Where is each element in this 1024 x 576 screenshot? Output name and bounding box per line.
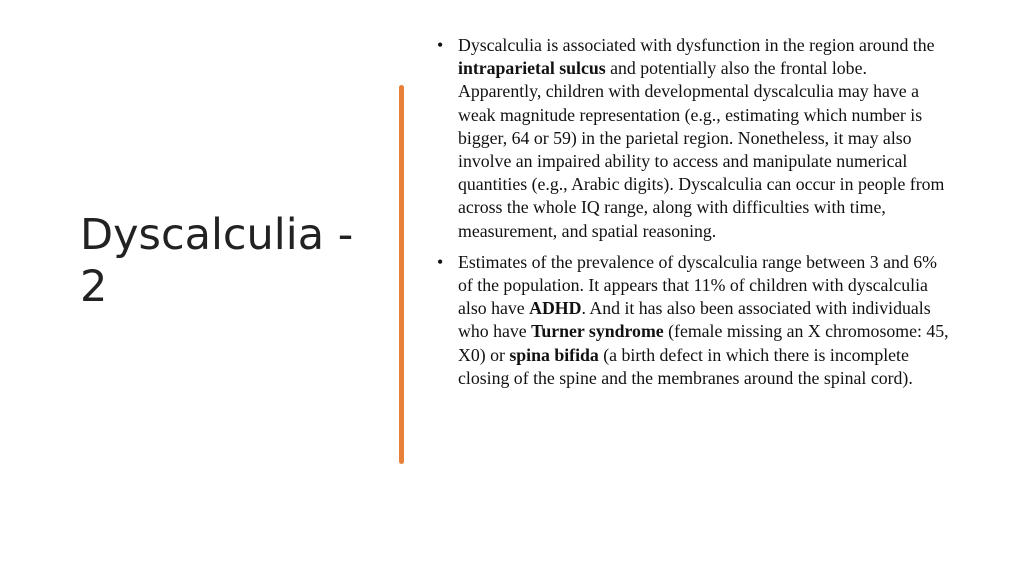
accent-divider [399,85,404,464]
bullet-text: . And it has also been associated with individuals who have [458,298,931,342]
bullet-text: (a birth defect in which there is incomplete closing of the spine and the membranes around the spinal cord). [458,344,913,388]
bullet-text: Dyscalculia is associated with dysfunction in the region around the [458,35,935,55]
bullet-item [437,34,952,243]
slide-title: Dyscalculia - 2 [80,210,354,312]
bullet-text: Estimates of the prevalence of dyscalculia range between 3 and 6% of the population. It appears that 11% of children with dyscalculia also have [458,251,937,319]
bullet-text: (female missing an X chromosome: 45, X0) or [458,321,949,365]
bullet-bold-term: ADHD [529,298,582,319]
bullet-text: and potentially also the frontal lobe. Apparently, children with developmental dyscalculia may have a weak magnitude representation (e.g., estimating which number is bigger, 64 or 59) in the parietal region. Nonetheless, it may also involve an impaired ability to access and manipulate numerical quantities (e.g., Arabic digits). Dyscalculia can occur in people from across the whole IQ range, along with difficulties with time, measurement, and spatial reasoning. [458,58,945,241]
bullet-list [437,34,952,398]
bullet-bold-term: intraparietal sulcus [458,58,606,79]
bullet-bold-term: Turner syndrome [531,321,664,342]
bullet-bold-term: spina bifida [509,344,599,365]
bullet-item [437,251,952,390]
